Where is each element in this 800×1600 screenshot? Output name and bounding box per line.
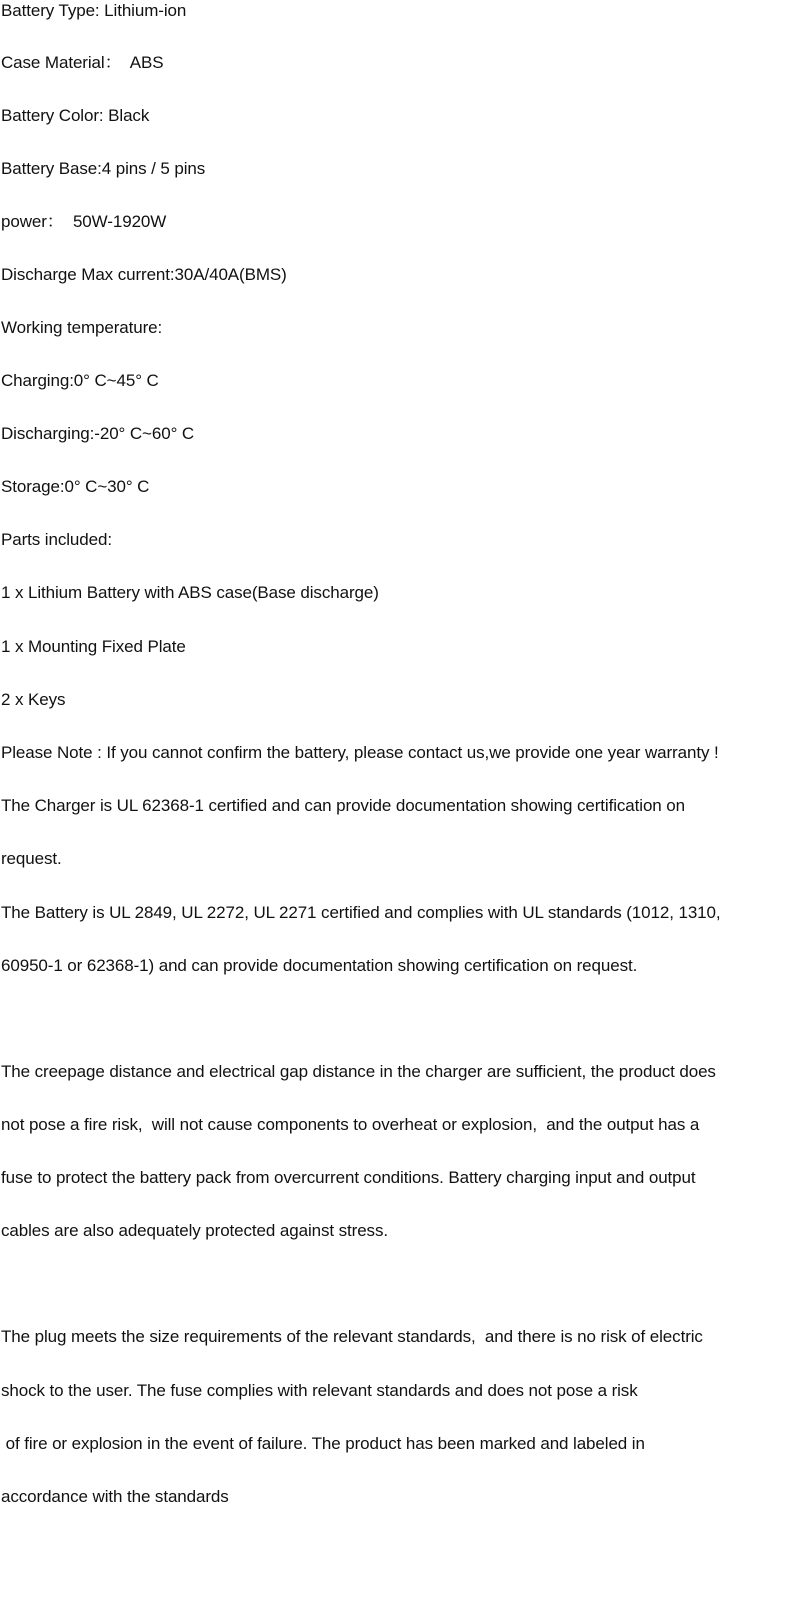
parts-item: 2 x Keys [1,690,66,709]
plug-paragraph-line: shock to the user. The fuse complies with relevant standards and does not pose a risk [1,1381,638,1400]
spec-power: power： 50W-1920W [1,212,167,231]
charger-cert-line: request. [1,849,62,868]
spec-storage-temperature: Storage:0° C~30° C [1,477,150,496]
plug-paragraph-line: The plug meets the size requirements of the relevant standards, and there is no risk of electric [1,1327,703,1346]
parts-item: 1 x Lithium Battery with ABS case(Base discharge) [1,583,379,602]
creepage-paragraph-line: The creepage distance and electrical gap distance in the charger are sufficient, the product does [1,1062,716,1081]
spec-battery-base: Battery Base:4 pins / 5 pins [1,159,206,178]
parts-heading: Parts included: [1,530,112,549]
creepage-paragraph-line: fuse to protect the battery pack from overcurrent conditions. Battery charging input and output [1,1168,696,1187]
spec-discharge-max-current: Discharge Max current:30A/40A(BMS) [1,265,287,284]
spec-working-temperature: Working temperature: [1,318,163,337]
plug-paragraph-line: accordance with the standards [1,1487,229,1506]
battery-cert-line: 60950-1 or 62368-1) and can provide documentation showing certification on request. [1,956,638,975]
spec-battery-type: Battery Type: Lithium-ion [1,1,187,20]
warranty-note: Please Note : If you cannot confirm the battery, please contact us,we provide one year warranty ! [1,743,719,762]
creepage-paragraph-line: cables are also adequately protected against stress. [1,1221,388,1240]
parts-item: 1 x Mounting Fixed Plate [1,637,186,656]
charger-cert-line: The Charger is UL 62368-1 certified and can provide documentation showing certification on [1,796,685,815]
spec-charging-temperature: Charging:0° C~45° C [1,371,159,390]
spec-battery-color: Battery Color: Black [1,106,150,125]
battery-cert-line: The Battery is UL 2849, UL 2272, UL 2271 certified and complies with UL standards (1012, 1310, [1,903,721,922]
creepage-paragraph-line: not pose a fire risk, will not cause components to overheat or explosion, and the output has a [1,1115,700,1134]
spec-discharging-temperature: Discharging:-20° C~60° C [1,424,195,443]
spec-case-material: Case Material： ABS [1,53,164,72]
plug-paragraph-line: of fire or explosion in the event of failure. The product has been marked and labeled in [1,1434,645,1453]
